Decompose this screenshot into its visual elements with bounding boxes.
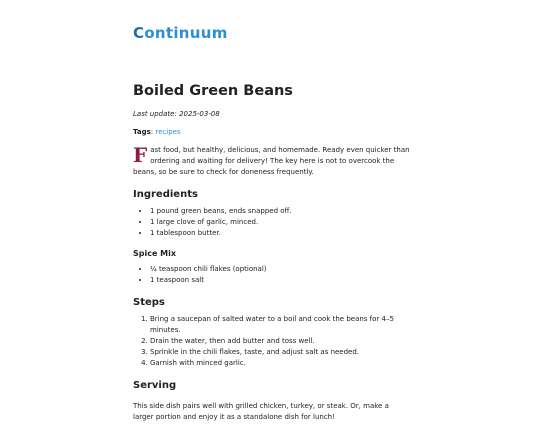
- list-item: • 1 tablespoon butter.: [150, 228, 413, 239]
- spice-mix-heading: Spice Mix: [133, 249, 177, 258]
- ingredients-heading: Ingredients: [133, 189, 198, 200]
- list-item: 4. Garnish with minced garlic.: [150, 358, 413, 369]
- list-item: 3. Sprinkle in the chili flakes, taste, and adjust salt as needed.: [150, 347, 413, 358]
- list-item: 2. Drain the water, then add butter and toss well.: [150, 336, 413, 347]
- page-title: Boiled Green Beans: [133, 83, 293, 99]
- last-update-label: Last update:: [133, 110, 177, 118]
- drop-cap: F: [133, 143, 148, 167]
- tags-line: Tags: recipes: [133, 128, 181, 136]
- serving-heading: Serving: [133, 380, 177, 391]
- steps-list: [133, 314, 413, 369]
- list-item: • 1 pound green beans, ends snapped off.: [150, 206, 413, 217]
- logo-text: ontinuum: [144, 24, 228, 42]
- list-item: • 1 teaspoon salt: [150, 275, 413, 286]
- serving-paragraph: This side dish pairs well with grilled chicken, turkey, or steak. Or, make a larger portion and enjoy it as a standalone dish for lunch!: [133, 402, 389, 421]
- intro-text: ast food, but healthy, delicious, and homemade. Ready even quicker than ordering and waiting for delivery! The key here is not to overcook the beans, so be sure to check for doneness frequently.: [133, 146, 410, 176]
- logo-initial: C: [133, 24, 145, 42]
- list-item: • ¼ teaspoon chili flakes (optional): [150, 264, 413, 275]
- intro-paragraph: [133, 145, 411, 178]
- list-item: 1. Bring a saucepan of salted water to a boil and cook the beans for 4–5 minutes.: [150, 314, 413, 336]
- last-update-date: 2025-03-08: [179, 110, 220, 118]
- steps-heading: Steps: [133, 297, 165, 308]
- site-logo[interactable]: [133, 22, 413, 44]
- tag-link-recipes[interactable]: recipes: [155, 128, 181, 136]
- tags-label: Tags: [133, 128, 151, 136]
- list-item: • 1 large clove of garlic, minced.: [150, 217, 413, 228]
- last-update: [133, 109, 413, 119]
- spice-mix-list: [133, 264, 413, 286]
- ingredients-list: [133, 206, 413, 239]
- article: [133, 22, 413, 430]
